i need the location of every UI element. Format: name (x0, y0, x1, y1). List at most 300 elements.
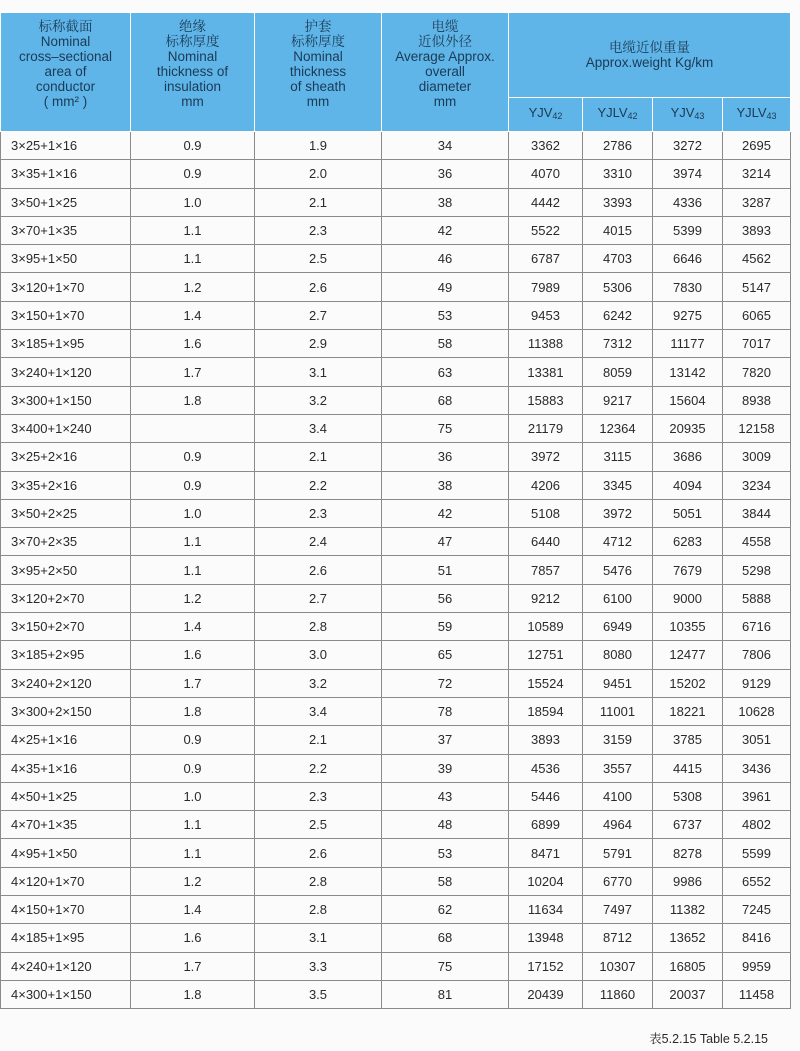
cell-diameter: 63 (382, 358, 509, 386)
cell-weight-yjv42: 7989 (509, 273, 583, 301)
cell-insulation: 1.0 (131, 188, 255, 216)
cell-weight-yjlv42: 6949 (583, 613, 653, 641)
header-line: thickness (289, 64, 347, 79)
cell-weight-yjv43: 10355 (653, 613, 723, 641)
cell-sheath: 2.6 (255, 839, 382, 867)
cell-cross-section: 3×35+2×16 (1, 471, 131, 499)
cell-weight-yjlv42: 3345 (583, 471, 653, 499)
cell-sheath: 3.0 (255, 641, 382, 669)
cell-diameter: 38 (382, 188, 509, 216)
cell-insulation: 0.9 (131, 160, 255, 188)
cell-weight-yjv42: 13381 (509, 358, 583, 386)
table-row (1, 697, 791, 725)
cell-insulation: 1.1 (131, 811, 255, 839)
table-row (1, 924, 791, 952)
cell-weight-yjlv42: 12364 (583, 414, 653, 442)
table-row (1, 471, 791, 499)
table-row (1, 782, 791, 810)
cell-weight-yjlv42: 3159 (583, 726, 653, 754)
header-line: mm (181, 94, 204, 109)
cell-sheath: 2.2 (255, 471, 382, 499)
cell-insulation: 1.6 (131, 330, 255, 358)
cell-cross-section: 4×120+1×70 (1, 867, 131, 895)
cell-cross-section: 3×185+1×95 (1, 330, 131, 358)
cell-sheath: 2.5 (255, 245, 382, 273)
cell-weight-yjv42: 4070 (509, 160, 583, 188)
cell-sheath: 2.3 (255, 782, 382, 810)
cell-weight-yjv42: 4536 (509, 754, 583, 782)
cell-weight-yjv43: 7830 (653, 273, 723, 301)
cell-weight-yjlv43: 7245 (723, 896, 791, 924)
cell-weight-yjv43: 16805 (653, 952, 723, 980)
cell-weight-yjlv43: 3009 (723, 443, 791, 471)
cell-diameter: 36 (382, 443, 509, 471)
cell-weight-yjv42: 11388 (509, 330, 583, 358)
cell-weight-yjlv43: 6065 (723, 301, 791, 329)
cell-insulation: 1.4 (131, 301, 255, 329)
cell-weight-yjlv42: 3393 (583, 188, 653, 216)
table-row (1, 556, 791, 584)
cell-cross-section: 4×25+1×16 (1, 726, 131, 754)
cell-diameter: 42 (382, 499, 509, 527)
cell-weight-yjv42: 6440 (509, 528, 583, 556)
cell-weight-yjv43: 3686 (653, 443, 723, 471)
cell-sheath: 2.1 (255, 188, 382, 216)
cell-weight-yjv42: 6899 (509, 811, 583, 839)
cell-weight-yjv43: 8278 (653, 839, 723, 867)
header-line: Nominal (40, 34, 91, 49)
cell-diameter: 56 (382, 584, 509, 612)
cell-weight-yjlv42: 6770 (583, 867, 653, 895)
cell-weight-yjv43: 18221 (653, 697, 723, 725)
cell-cross-section: 4×95+1×50 (1, 839, 131, 867)
cell-diameter: 72 (382, 669, 509, 697)
cell-weight-yjv42: 10589 (509, 613, 583, 641)
cell-insulation: 1.1 (131, 556, 255, 584)
cell-weight-yjv42: 3362 (509, 132, 583, 160)
cell-sheath: 3.2 (255, 386, 382, 414)
cell-diameter: 48 (382, 811, 509, 839)
cell-weight-yjv42: 9212 (509, 584, 583, 612)
table-row (1, 330, 791, 358)
cell-diameter: 38 (382, 471, 509, 499)
cell-insulation: 0.9 (131, 754, 255, 782)
cell-weight-yjlv43: 3961 (723, 782, 791, 810)
header-line: 标称厚度 (291, 34, 345, 49)
cell-weight-yjv42: 5446 (509, 782, 583, 810)
cell-insulation: 1.7 (131, 358, 255, 386)
cell-weight-yjlv43: 11458 (723, 980, 791, 1008)
cell-weight-yjlv43: 3214 (723, 160, 791, 188)
cell-diameter: 65 (382, 641, 509, 669)
cell-weight-yjlv42: 8712 (583, 924, 653, 952)
cell-weight-yjv43: 3785 (653, 726, 723, 754)
cell-weight-yjlv42: 4964 (583, 811, 653, 839)
cell-sheath: 3.1 (255, 924, 382, 952)
header-line: 标称截面 (38, 19, 93, 34)
header-yjv42: $YJV_{42}$ (509, 97, 583, 131)
cell-diameter: 58 (382, 867, 509, 895)
cell-weight-yjv43: 7679 (653, 556, 723, 584)
header-sheath-thickness (255, 13, 382, 132)
cell-sheath: 2.4 (255, 528, 382, 556)
cell-weight-yjlv42: 3310 (583, 160, 653, 188)
cell-diameter: 36 (382, 160, 509, 188)
cell-weight-yjlv42: 3557 (583, 754, 653, 782)
cell-weight-yjlv43: 5298 (723, 556, 791, 584)
cell-weight-yjlv43: 3844 (723, 499, 791, 527)
cell-weight-yjv43: 9275 (653, 301, 723, 329)
cell-cross-section: 3×50+1×25 (1, 188, 131, 216)
cell-diameter: 75 (382, 952, 509, 980)
header-line: area of (44, 64, 87, 79)
cell-insulation: 1.2 (131, 273, 255, 301)
cell-weight-yjlv43: 4562 (723, 245, 791, 273)
cell-weight-yjlv43: 9959 (723, 952, 791, 980)
cell-weight-yjv43: 4336 (653, 188, 723, 216)
cell-weight-yjlv42: 9451 (583, 669, 653, 697)
cell-cross-section: 3×150+2×70 (1, 613, 131, 641)
cell-insulation: 1.1 (131, 528, 255, 556)
cell-insulation: 1.8 (131, 386, 255, 414)
cell-diameter: 58 (382, 330, 509, 358)
cell-insulation: 1.8 (131, 980, 255, 1008)
table-caption: 表5.2.15 Table 5.2.15 (649, 1032, 768, 1046)
cell-insulation: 1.0 (131, 499, 255, 527)
cell-weight-yjv43: 5051 (653, 499, 723, 527)
cell-weight-yjlv43: 3893 (723, 216, 791, 244)
table-row (1, 839, 791, 867)
header-line: cross–sectional (18, 49, 113, 64)
header-cross-section (1, 13, 131, 132)
cell-cross-section: 3×35+1×16 (1, 160, 131, 188)
cell-cross-section: 3×120+1×70 (1, 273, 131, 301)
cell-weight-yjv42: 12751 (509, 641, 583, 669)
cell-weight-yjv43: 9986 (653, 867, 723, 895)
cell-insulation: 1.8 (131, 697, 255, 725)
table-body (1, 132, 791, 1009)
cell-cross-section: 4×300+1×150 (1, 980, 131, 1008)
header-yjv43: $YJV_{43}$ (653, 97, 723, 131)
cell-weight-yjlv43: 7820 (723, 358, 791, 386)
cell-weight-yjv42: 10204 (509, 867, 583, 895)
cell-weight-yjlv42: 6242 (583, 301, 653, 329)
cell-weight-yjv42: 11634 (509, 896, 583, 924)
table-row (1, 641, 791, 669)
cell-sheath: 2.3 (255, 216, 382, 244)
cell-sheath: 2.6 (255, 556, 382, 584)
cell-weight-yjlv42: 9217 (583, 386, 653, 414)
cell-weight-yjlv42: 10307 (583, 952, 653, 980)
cell-weight-yjv43: 3272 (653, 132, 723, 160)
cell-diameter: 53 (382, 301, 509, 329)
table-row (1, 216, 791, 244)
table-row (1, 952, 791, 980)
cell-cross-section: 3×185+2×95 (1, 641, 131, 669)
cell-weight-yjv43: 5399 (653, 216, 723, 244)
cell-weight-yjv43: 4094 (653, 471, 723, 499)
header-line: conductor (35, 79, 96, 94)
cell-weight-yjlv43: 6552 (723, 867, 791, 895)
cell-sheath: 3.4 (255, 697, 382, 725)
cell-sheath: 3.3 (255, 952, 382, 980)
table-row (1, 499, 791, 527)
cell-weight-yjlv43: 9129 (723, 669, 791, 697)
cell-weight-yjlv43: 8938 (723, 386, 791, 414)
cell-cross-section: 3×150+1×70 (1, 301, 131, 329)
cell-sheath: 3.2 (255, 669, 382, 697)
cell-weight-yjlv43: 12158 (723, 414, 791, 442)
cell-diameter: 62 (382, 896, 509, 924)
table-row (1, 414, 791, 442)
cell-sheath: 2.0 (255, 160, 382, 188)
cell-diameter: 59 (382, 613, 509, 641)
cell-weight-yjv42: 6787 (509, 245, 583, 273)
header-yjlv42: $YJLV_{42}$ (583, 97, 653, 131)
cell-weight-yjv43: 6737 (653, 811, 723, 839)
cell-weight-yjv42: 17152 (509, 952, 583, 980)
header-line: insulation (163, 79, 222, 94)
header-line: 标称厚度 (165, 34, 220, 49)
cell-weight-yjv43: 12477 (653, 641, 723, 669)
header-line: Average Approx. (395, 49, 495, 64)
header-line: Nominal (167, 49, 218, 64)
cell-weight-yjlv43: 4802 (723, 811, 791, 839)
cell-weight-yjlv43: 5888 (723, 584, 791, 612)
cell-weight-yjv43: 6646 (653, 245, 723, 273)
cell-weight-yjv43: 11382 (653, 896, 723, 924)
cell-weight-yjlv42: 7497 (583, 896, 653, 924)
cell-diameter: 78 (382, 697, 509, 725)
cell-weight-yjlv42: 11001 (583, 697, 653, 725)
cell-cross-section: 3×240+2×120 (1, 669, 131, 697)
cell-weight-yjlv42: 8080 (583, 641, 653, 669)
cell-weight-yjv42: 9453 (509, 301, 583, 329)
header-line: thickness of (156, 64, 229, 79)
cell-diameter: 68 (382, 386, 509, 414)
header-line: 护套 (304, 19, 332, 34)
cell-weight-yjlv43: 8416 (723, 924, 791, 952)
cell-diameter: 42 (382, 216, 509, 244)
cell-sheath: 3.1 (255, 358, 382, 386)
cell-diameter: 43 (382, 782, 509, 810)
cell-weight-yjv42: 15524 (509, 669, 583, 697)
header-line: 绝缘 (179, 19, 206, 34)
header-line: ( mm² ) (43, 94, 88, 109)
cell-diameter: 51 (382, 556, 509, 584)
cell-weight-yjv42: 20439 (509, 980, 583, 1008)
cell-weight-yjv43: 6283 (653, 528, 723, 556)
header-yjlv43: $YJLV_{43}$ (723, 97, 791, 131)
cable-spec-table (0, 12, 791, 1009)
table-row (1, 867, 791, 895)
cell-insulation (131, 414, 255, 442)
cell-weight-yjlv42: 11860 (583, 980, 653, 1008)
cell-weight-yjv42: 4206 (509, 471, 583, 499)
header-line: Approx.weight Kg/km (585, 54, 714, 70)
cell-weight-yjv42: 3893 (509, 726, 583, 754)
cell-cross-section: 3×300+2×150 (1, 697, 131, 725)
cell-weight-yjv43: 11177 (653, 330, 723, 358)
table-row (1, 669, 791, 697)
cell-diameter: 34 (382, 132, 509, 160)
table-row (1, 273, 791, 301)
header-approx-weight (509, 13, 791, 98)
header-insulation-thickness (131, 13, 255, 132)
cell-insulation: 1.7 (131, 669, 255, 697)
header-line: mm (306, 94, 330, 109)
cell-cross-section: 4×150+1×70 (1, 896, 131, 924)
cell-sheath: 2.1 (255, 726, 382, 754)
cell-weight-yjlv43: 7017 (723, 330, 791, 358)
table-row (1, 301, 791, 329)
table-row (1, 726, 791, 754)
cell-weight-yjv43: 13652 (653, 924, 723, 952)
cell-weight-yjv43: 3974 (653, 160, 723, 188)
table-row (1, 132, 791, 160)
cell-insulation: 1.1 (131, 245, 255, 273)
cell-cross-section: 4×35+1×16 (1, 754, 131, 782)
cell-weight-yjv42: 8471 (509, 839, 583, 867)
table-row (1, 188, 791, 216)
cell-diameter: 81 (382, 980, 509, 1008)
cell-diameter: 75 (382, 414, 509, 442)
cell-insulation: 0.9 (131, 726, 255, 754)
cell-sheath: 1.9 (255, 132, 382, 160)
cell-weight-yjv42: 5522 (509, 216, 583, 244)
cell-diameter: 53 (382, 839, 509, 867)
cell-weight-yjlv42: 4015 (583, 216, 653, 244)
cell-weight-yjv43: 20037 (653, 980, 723, 1008)
cell-insulation: 1.2 (131, 867, 255, 895)
cell-cross-section: 3×95+2×50 (1, 556, 131, 584)
header-line: mm (433, 94, 457, 109)
cell-weight-yjlv42: 5476 (583, 556, 653, 584)
cell-sheath: 2.8 (255, 867, 382, 895)
cell-weight-yjv43: 15604 (653, 386, 723, 414)
table-row (1, 896, 791, 924)
cell-weight-yjv43: 5308 (653, 782, 723, 810)
cell-insulation: 0.9 (131, 443, 255, 471)
cell-weight-yjlv43: 10628 (723, 697, 791, 725)
cell-cross-section: 4×70+1×35 (1, 811, 131, 839)
cell-cross-section: 4×185+1×95 (1, 924, 131, 952)
header-line: 电缆 (431, 19, 459, 34)
cell-cross-section: 3×95+1×50 (1, 245, 131, 273)
header-line: Nominal (293, 49, 343, 64)
cell-insulation: 1.1 (131, 839, 255, 867)
cell-weight-yjlv43: 2695 (723, 132, 791, 160)
cell-diameter: 49 (382, 273, 509, 301)
cell-insulation: 1.6 (131, 641, 255, 669)
table-row (1, 443, 791, 471)
cell-weight-yjv42: 21179 (509, 414, 583, 442)
table-row (1, 980, 791, 1008)
cell-cross-section: 3×120+2×70 (1, 584, 131, 612)
cell-sheath: 2.7 (255, 584, 382, 612)
table-row (1, 386, 791, 414)
cell-weight-yjv42: 15883 (509, 386, 583, 414)
table-row (1, 160, 791, 188)
cell-cross-section: 4×50+1×25 (1, 782, 131, 810)
cell-weight-yjlv42: 3972 (583, 499, 653, 527)
cell-insulation: 1.7 (131, 952, 255, 980)
cell-insulation: 1.4 (131, 613, 255, 641)
cell-cross-section: 3×240+1×120 (1, 358, 131, 386)
cell-diameter: 46 (382, 245, 509, 273)
cell-sheath: 2.7 (255, 301, 382, 329)
cell-weight-yjv42: 7857 (509, 556, 583, 584)
cell-insulation: 1.6 (131, 924, 255, 952)
cell-weight-yjlv43: 5147 (723, 273, 791, 301)
cell-weight-yjlv42: 4703 (583, 245, 653, 273)
table-row (1, 358, 791, 386)
cell-diameter: 47 (382, 528, 509, 556)
header-line: 电缆近似重量 (609, 39, 690, 55)
cell-sheath: 2.2 (255, 754, 382, 782)
cell-sheath: 3.5 (255, 980, 382, 1008)
header-line: diameter (418, 79, 472, 94)
cell-insulation: 1.0 (131, 782, 255, 810)
cell-weight-yjlv43: 3234 (723, 471, 791, 499)
cell-weight-yjv42: 5108 (509, 499, 583, 527)
cell-weight-yjlv42: 6100 (583, 584, 653, 612)
cell-weight-yjv43: 9000 (653, 584, 723, 612)
header-line: 近似外径 (418, 34, 472, 49)
cell-weight-yjlv42: 3115 (583, 443, 653, 471)
cell-insulation: 1.4 (131, 896, 255, 924)
cell-weight-yjv43: 4415 (653, 754, 723, 782)
cell-weight-yjlv42: 4712 (583, 528, 653, 556)
cell-sheath: 2.3 (255, 499, 382, 527)
cell-cross-section: 3×50+2×25 (1, 499, 131, 527)
cell-weight-yjlv43: 5599 (723, 839, 791, 867)
cell-weight-yjv42: 3972 (509, 443, 583, 471)
cell-insulation: 0.9 (131, 132, 255, 160)
cell-weight-yjv43: 13142 (653, 358, 723, 386)
cell-sheath: 2.9 (255, 330, 382, 358)
cell-cross-section: 3×300+1×150 (1, 386, 131, 414)
cell-weight-yjlv43: 4558 (723, 528, 791, 556)
cell-weight-yjlv43: 3051 (723, 726, 791, 754)
cell-sheath: 2.6 (255, 273, 382, 301)
cell-weight-yjv43: 15202 (653, 669, 723, 697)
header-line: of sheath (290, 79, 346, 94)
cell-sheath: 2.5 (255, 811, 382, 839)
cell-insulation: 0.9 (131, 471, 255, 499)
table-row (1, 584, 791, 612)
header-line: overall (425, 64, 465, 79)
cell-sheath: 2.8 (255, 613, 382, 641)
cell-cross-section: 3×25+1×16 (1, 132, 131, 160)
table-row (1, 754, 791, 782)
table-row (1, 528, 791, 556)
cell-diameter: 68 (382, 924, 509, 952)
cell-insulation: 1.1 (131, 216, 255, 244)
cell-cross-section: 3×70+2×35 (1, 528, 131, 556)
cell-weight-yjlv42: 2786 (583, 132, 653, 160)
cell-weight-yjlv43: 3436 (723, 754, 791, 782)
cell-sheath: 2.8 (255, 896, 382, 924)
cell-cross-section: 3×70+1×35 (1, 216, 131, 244)
cell-weight-yjlv42: 5791 (583, 839, 653, 867)
cell-weight-yjv42: 4442 (509, 188, 583, 216)
cell-sheath: 2.1 (255, 443, 382, 471)
cell-cross-section: 3×400+1×240 (1, 414, 131, 442)
table-row (1, 613, 791, 641)
table-row (1, 811, 791, 839)
cell-weight-yjlv42: 8059 (583, 358, 653, 386)
